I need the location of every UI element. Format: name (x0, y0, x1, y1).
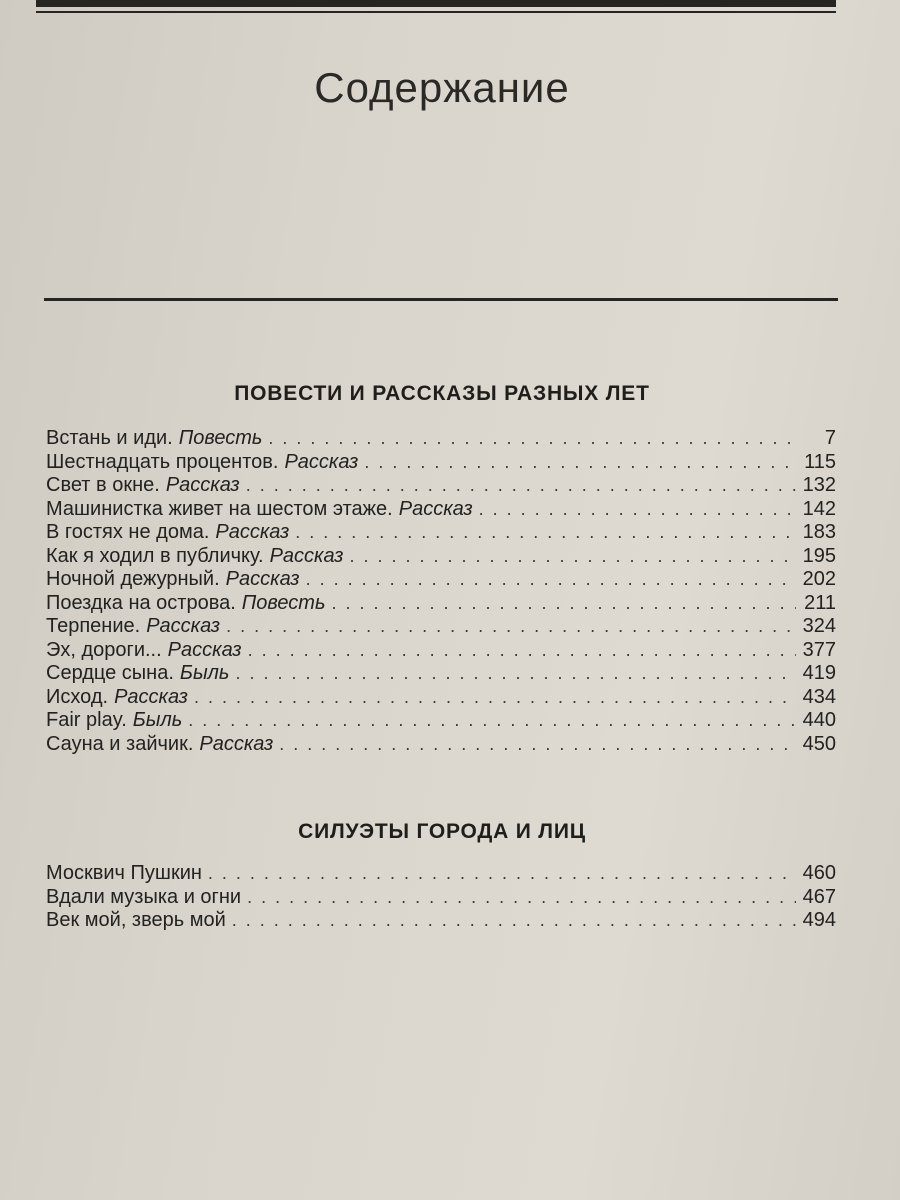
toc-list-section-2 (46, 862, 836, 933)
dot-leader (226, 615, 796, 639)
dot-leader (248, 639, 796, 663)
toc-entry-genre: Рассказ (398, 497, 473, 520)
dot-leader (349, 545, 796, 569)
toc-entry-genre: Рассказ (284, 450, 359, 473)
toc-entry-title: Встань и иди. (46, 427, 173, 449)
dot-leader (247, 886, 796, 910)
top-rule-thin (36, 11, 836, 13)
toc-entry-title: Сауна и зайчик. (46, 732, 194, 755)
toc-entry (46, 733, 836, 757)
toc-entry-page-number: 460 (802, 862, 836, 884)
toc-entry-page-number: 377 (802, 638, 836, 661)
toc-entry-page-number: 183 (802, 521, 836, 543)
toc-entry-title: Машинистка живет на шестом этаже. (46, 497, 393, 520)
toc-entry (46, 521, 836, 545)
dot-leader (235, 662, 796, 686)
toc-entry-genre: Рассказ (114, 685, 188, 708)
toc-entry-title: Век мой, зверь мой (46, 909, 226, 931)
dot-leader (246, 474, 796, 498)
toc-entry-title: Сердце сына. (46, 662, 174, 684)
dot-leader (295, 521, 796, 545)
toc-entry-genre: Рассказ (146, 615, 221, 637)
toc-entry-page-number: 142 (802, 497, 836, 520)
page-title: Содержание (314, 64, 570, 111)
toc-entry (46, 592, 836, 616)
divider-rule (44, 298, 838, 301)
dot-leader (268, 427, 796, 451)
dot-leader (364, 451, 796, 475)
toc-entry-title: Шестнадцать процентов. (46, 450, 279, 473)
toc-entry (46, 568, 836, 592)
dot-leader (332, 592, 797, 616)
toc-entry-page-number: 202 (802, 568, 836, 590)
toc-entry (46, 886, 836, 910)
toc-entry (46, 498, 836, 522)
toc-entry-page-number: 211 (804, 591, 836, 614)
toc-entry (46, 709, 836, 733)
toc-entry-genre: Рассказ (167, 638, 242, 661)
toc-entry (46, 545, 836, 569)
dot-leader (479, 498, 796, 522)
toc-entry (46, 662, 836, 686)
toc-entry-title: Москвич Пушкин (46, 862, 202, 884)
toc-entry-page-number: 494 (802, 909, 836, 931)
dot-leader (306, 568, 796, 592)
top-rule (36, 0, 836, 7)
toc-entry (46, 686, 836, 710)
toc-entry-title: Исход. (46, 685, 109, 708)
toc-entry-title: Fair play. (46, 709, 127, 731)
toc-entry-page-number: 324 (802, 615, 836, 637)
toc-entry-page-number: 467 (802, 885, 836, 908)
section-heading-2: СИЛУЭТЫ ГОРОДА И ЛИЦ (298, 820, 586, 843)
toc-entry-page-number: 434 (802, 685, 836, 708)
toc-entry-title: Терпение. (46, 615, 141, 637)
dot-leader (208, 862, 796, 886)
toc-entry-genre: Рассказ (225, 568, 300, 590)
dot-leader (279, 733, 796, 757)
toc-list-section-1 (46, 427, 836, 756)
toc-entry-title: Вдали музыка и огни (46, 885, 242, 908)
toc-entry (46, 451, 836, 475)
toc-entry-title: Поездка на острова. (46, 591, 236, 614)
toc-entry-title: Эх, дороги... (46, 638, 162, 661)
toc-entry-title: Свет в окне. (46, 474, 160, 496)
toc-entry-page-number: 115 (804, 450, 836, 473)
toc-entry-page-number: 440 (802, 709, 836, 731)
section-heading-1: ПОВЕСТИ И РАССКАЗЫ РАЗНЫХ ЛЕТ (234, 382, 650, 405)
toc-entry (46, 862, 836, 886)
toc-entry-genre: Рассказ (199, 732, 274, 755)
toc-entry-page-number: 195 (802, 544, 836, 567)
toc-entry-title: Ночной дежурный. (46, 568, 220, 590)
toc-entry-page-number: 132 (802, 474, 836, 496)
toc-entry (46, 427, 836, 451)
dot-leader (194, 686, 796, 710)
toc-entry (46, 615, 836, 639)
toc-entry (46, 474, 836, 498)
toc-entry-page-number: 7 (824, 427, 836, 449)
toc-entry-page-number: 419 (802, 662, 836, 684)
toc-entry-genre: Повесть (241, 591, 326, 614)
toc-entry (46, 639, 836, 663)
toc-entry-genre: Рассказ (215, 521, 290, 543)
toc-entry-genre: Быль (179, 662, 230, 684)
toc-entry-title: В гостях не дома. (46, 521, 210, 543)
toc-entry (46, 909, 836, 933)
dot-leader (232, 909, 796, 933)
toc-entry-genre: Повесть (178, 427, 263, 449)
toc-entry-genre: Рассказ (165, 474, 240, 496)
toc-entry-genre: Быль (132, 709, 183, 731)
toc-entry-page-number: 450 (802, 732, 836, 755)
dot-leader (188, 709, 796, 733)
toc-entry-title: Как я ходил в публичку. (46, 544, 264, 567)
toc-entry-genre: Рассказ (269, 544, 344, 567)
